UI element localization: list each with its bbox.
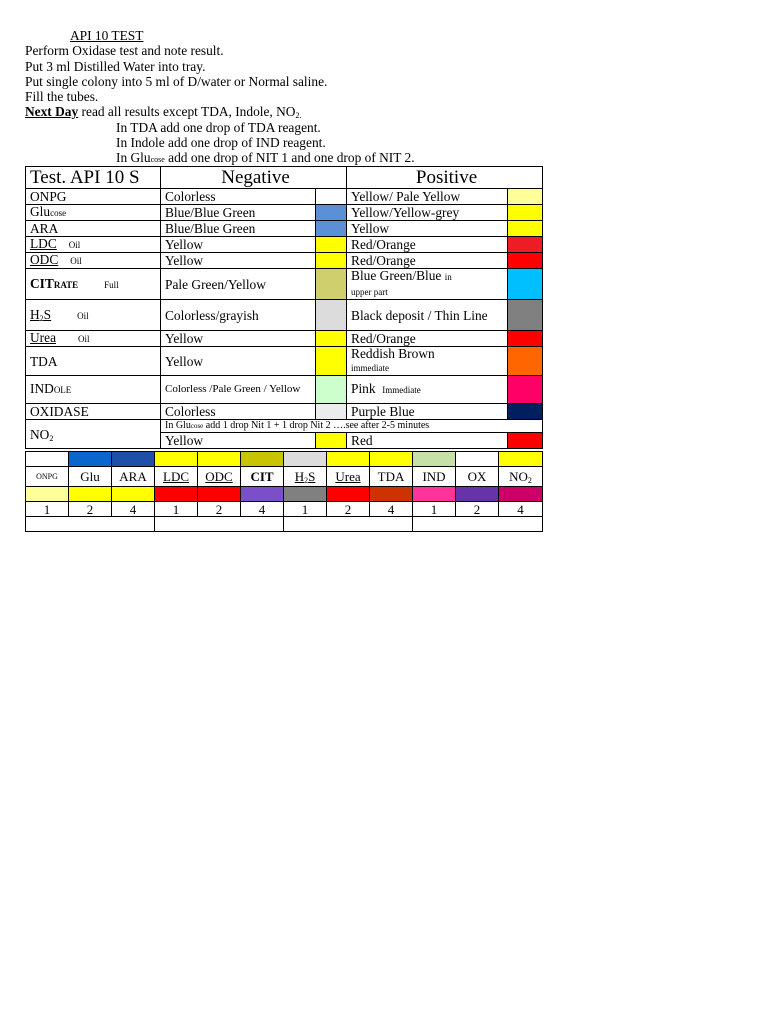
positive-small: in [444, 272, 452, 282]
code-value: 4 [112, 502, 155, 517]
positive-small-line: immediate [351, 363, 390, 373]
negative-swatch [316, 253, 347, 269]
negative-text: Colorless [161, 404, 316, 420]
test-name: ARA [26, 221, 161, 237]
positive-swatch [508, 376, 543, 404]
positive-text [347, 376, 508, 404]
glu-instruction-small: cose [150, 155, 165, 165]
test-name [26, 269, 161, 300]
code-top-swatch [155, 452, 198, 467]
negative-text: Yellow [161, 331, 316, 347]
code-label: ODC [198, 467, 241, 487]
code-label-row [26, 467, 543, 487]
row-h2s [26, 300, 543, 331]
positive-small: Immediate [382, 385, 421, 395]
positive-main: Blue Green/Blue [351, 268, 442, 283]
code-result-cell [155, 517, 284, 532]
test-note: Full [104, 279, 119, 290]
code-value: 2 [456, 502, 499, 517]
positive-text: Yellow/Yellow-grey [347, 205, 508, 221]
code-value: 2 [327, 502, 370, 517]
positive-swatch [508, 189, 543, 205]
test-name-main: IND [30, 381, 54, 396]
code-bottom-swatch [112, 487, 155, 502]
code-label: CIT [241, 467, 284, 487]
code-result-row [26, 517, 543, 532]
code-value: 1 [155, 502, 198, 517]
row-odc [26, 253, 543, 269]
row-tda [26, 347, 543, 376]
code-label: $NO_2$ [499, 467, 543, 487]
code-bottom-swatch [69, 487, 112, 502]
test-name-main: CIT [30, 275, 54, 291]
negative-swatch [316, 347, 347, 376]
positive-swatch [508, 347, 543, 376]
negative-text: Colorless /Pale Green / Yellow [161, 376, 316, 404]
code-bottom-swatch [456, 487, 499, 502]
glu-instruction-prefix: In Glu [116, 150, 151, 166]
negative-swatch [316, 189, 347, 205]
instruction-line-2: Put 3 ml Distilled Water into tray. [25, 58, 206, 74]
negative-swatch [316, 331, 347, 347]
positive-text: Yellow/ Pale Yellow [347, 189, 508, 205]
test-name: TDA [26, 347, 161, 376]
code-top-swatch [69, 452, 112, 467]
header-positive: Positive [347, 167, 543, 189]
test-name-main: LDC [30, 236, 57, 251]
test-name-tail: S [43, 306, 52, 322]
next-day-text: read all results except TDA, Indole, NO [78, 104, 296, 120]
code-bottom-swatch [499, 487, 543, 502]
no2-note-prefix: In Glu [165, 420, 191, 431]
tda-instruction: In TDA add one drop of TDA reagent. [116, 119, 321, 135]
code-top-swatch [499, 452, 543, 467]
code-bottom-swatch [284, 487, 327, 502]
positive-text: Black deposit / Thin Line [347, 300, 508, 331]
code-label: TDA [370, 467, 413, 487]
code-top-swatch [456, 452, 499, 467]
positive-text [347, 269, 508, 300]
positive-swatch [508, 269, 543, 300]
header-negative: Negative [161, 167, 347, 189]
row-no2-note [26, 420, 543, 433]
code-label: Urea [327, 467, 370, 487]
negative-swatch [316, 237, 347, 253]
negative-text: Yellow [161, 433, 316, 449]
positive-swatch [508, 237, 543, 253]
results-header-row [26, 167, 543, 189]
test-name-small: cose [50, 208, 67, 218]
row-indole [26, 376, 543, 404]
negative-text: Yellow [161, 253, 316, 269]
code-table [25, 451, 543, 532]
test-name-sub: 2 [49, 433, 54, 443]
code-top-swatch [112, 452, 155, 467]
positive-swatch [508, 253, 543, 269]
test-name-main: NO [30, 426, 50, 442]
test-name-main: Glu [30, 204, 51, 219]
test-name-sub: 2 [39, 313, 44, 323]
positive-swatch [508, 433, 543, 449]
positive-text [347, 347, 508, 376]
instruction-line-1: Perform Oxidase test and note result. [25, 43, 224, 59]
code-top-swatch [284, 452, 327, 467]
row-citrate [26, 269, 543, 300]
code-top-swatch [26, 452, 69, 467]
row-glu [26, 205, 543, 221]
no2-note [161, 420, 543, 433]
code-value: 2 [69, 502, 112, 517]
code-top-swatch [327, 452, 370, 467]
code-label: IND [413, 467, 456, 487]
code-bottom-swatch [198, 487, 241, 502]
code-bottom-swatch [370, 487, 413, 502]
test-note: Oil [77, 310, 89, 321]
code-value-row [26, 502, 543, 517]
header-test: Test. API 10 S [26, 167, 161, 189]
negative-swatch [316, 205, 347, 221]
code-label: OX [456, 467, 499, 487]
code-value: 4 [370, 502, 413, 517]
test-name [26, 253, 161, 269]
test-note: Oil [78, 334, 90, 344]
positive-swatch [508, 205, 543, 221]
code-bottom-swatch [413, 487, 456, 502]
instruction-line-3: Put single colony into 5 ml of D/water or Normal saline. [25, 73, 328, 89]
test-name [26, 420, 161, 449]
test-name [26, 205, 161, 221]
test-name: OXIDASE [26, 404, 161, 420]
code-label-main: NO [509, 469, 528, 484]
code-bottom-swatch [26, 487, 69, 502]
indole-instruction: In Indole add one drop of IND reagent. [116, 135, 326, 151]
negative-text: Yellow [161, 347, 316, 376]
negative-text: Colorless/grayish [161, 300, 316, 331]
code-label: LDC [155, 467, 198, 487]
row-urea [26, 331, 543, 347]
code-value: 1 [26, 502, 69, 517]
positive-main: Pink [351, 381, 376, 396]
positive-text: Red/Orange [347, 331, 508, 347]
code-top-color-row [26, 452, 543, 467]
code-result-cell [26, 517, 155, 532]
no2-note-rest: add 1 drop Nit 1 + 1 drop Nit 2 ….see after 2-5 minutes [203, 420, 430, 431]
test-name [26, 300, 161, 331]
negative-swatch [316, 269, 347, 300]
code-label-main: H [294, 469, 305, 484]
code-value: 4 [241, 502, 284, 517]
code-top-swatch [370, 452, 413, 467]
code-label: ARA [112, 467, 155, 487]
negative-text: Pale Green/Yellow [161, 269, 316, 300]
code-result-cell [284, 517, 413, 532]
test-name: ONPG [26, 189, 161, 205]
negative-text: Colorless [161, 189, 316, 205]
negative-text: Blue/Blue Green [161, 221, 316, 237]
code-result-cell [413, 517, 543, 532]
row-onpg [26, 189, 543, 205]
test-name-small: RATE [53, 279, 79, 290]
test-name [26, 237, 161, 253]
code-bottom-swatch [241, 487, 284, 502]
code-label: ONPG [26, 467, 69, 487]
negative-swatch [316, 433, 347, 449]
negative-swatch [316, 376, 347, 404]
test-note: Oil [68, 240, 81, 250]
positive-text: Purple Blue [347, 404, 508, 420]
negative-swatch [316, 300, 347, 331]
negative-text: Blue/Blue Green [161, 205, 316, 221]
instruction-line-4: Fill the tubes. [25, 89, 99, 105]
code-bottom-swatch [155, 487, 198, 502]
glu-instruction-rest: add one drop of NIT 1 and one drop of NIT 2. [164, 150, 415, 166]
code-top-swatch [413, 452, 456, 467]
code-top-swatch [241, 452, 284, 467]
positive-main: Reddish Brown [351, 346, 435, 361]
row-oxidase [26, 404, 543, 420]
no2-note-small: cose [190, 422, 204, 430]
negative-text: Yellow [161, 237, 316, 253]
positive-swatch [508, 331, 543, 347]
code-top-swatch [198, 452, 241, 467]
row-ldc [26, 237, 543, 253]
row-ara [26, 221, 543, 237]
positive-swatch [508, 221, 543, 237]
test-name [26, 376, 161, 404]
positive-text: Yellow [347, 221, 508, 237]
doc-title: API 10 TEST [70, 28, 144, 43]
results-table [25, 166, 543, 449]
positive-small-line: upper part [351, 287, 388, 297]
next-day-label: Next Day [25, 104, 79, 120]
test-name-main: H [30, 306, 40, 322]
test-note: Oil [70, 256, 82, 266]
negative-swatch [316, 404, 347, 420]
code-label: $H_2S$ [284, 467, 327, 487]
test-name-main: Urea [30, 330, 57, 345]
positive-swatch [508, 300, 543, 331]
positive-text: Red/Orange [347, 237, 508, 253]
code-value: 1 [413, 502, 456, 517]
next-day-sub: 2. [295, 111, 302, 121]
code-label: Glu [69, 467, 112, 487]
code-value: 2 [198, 502, 241, 517]
test-name-main: ODC [30, 252, 59, 267]
instructions [25, 28, 545, 168]
negative-swatch [316, 221, 347, 237]
next-day-line [25, 104, 545, 119]
code-bottom-swatch [327, 487, 370, 502]
positive-text: Red/Orange [347, 253, 508, 269]
positive-swatch [508, 404, 543, 420]
code-bottom-color-row [26, 487, 543, 502]
positive-text: Red [347, 433, 508, 449]
test-name-small: OLE [53, 385, 72, 395]
code-value: 4 [499, 502, 543, 517]
test-name [26, 331, 161, 347]
code-value: 1 [284, 502, 327, 517]
